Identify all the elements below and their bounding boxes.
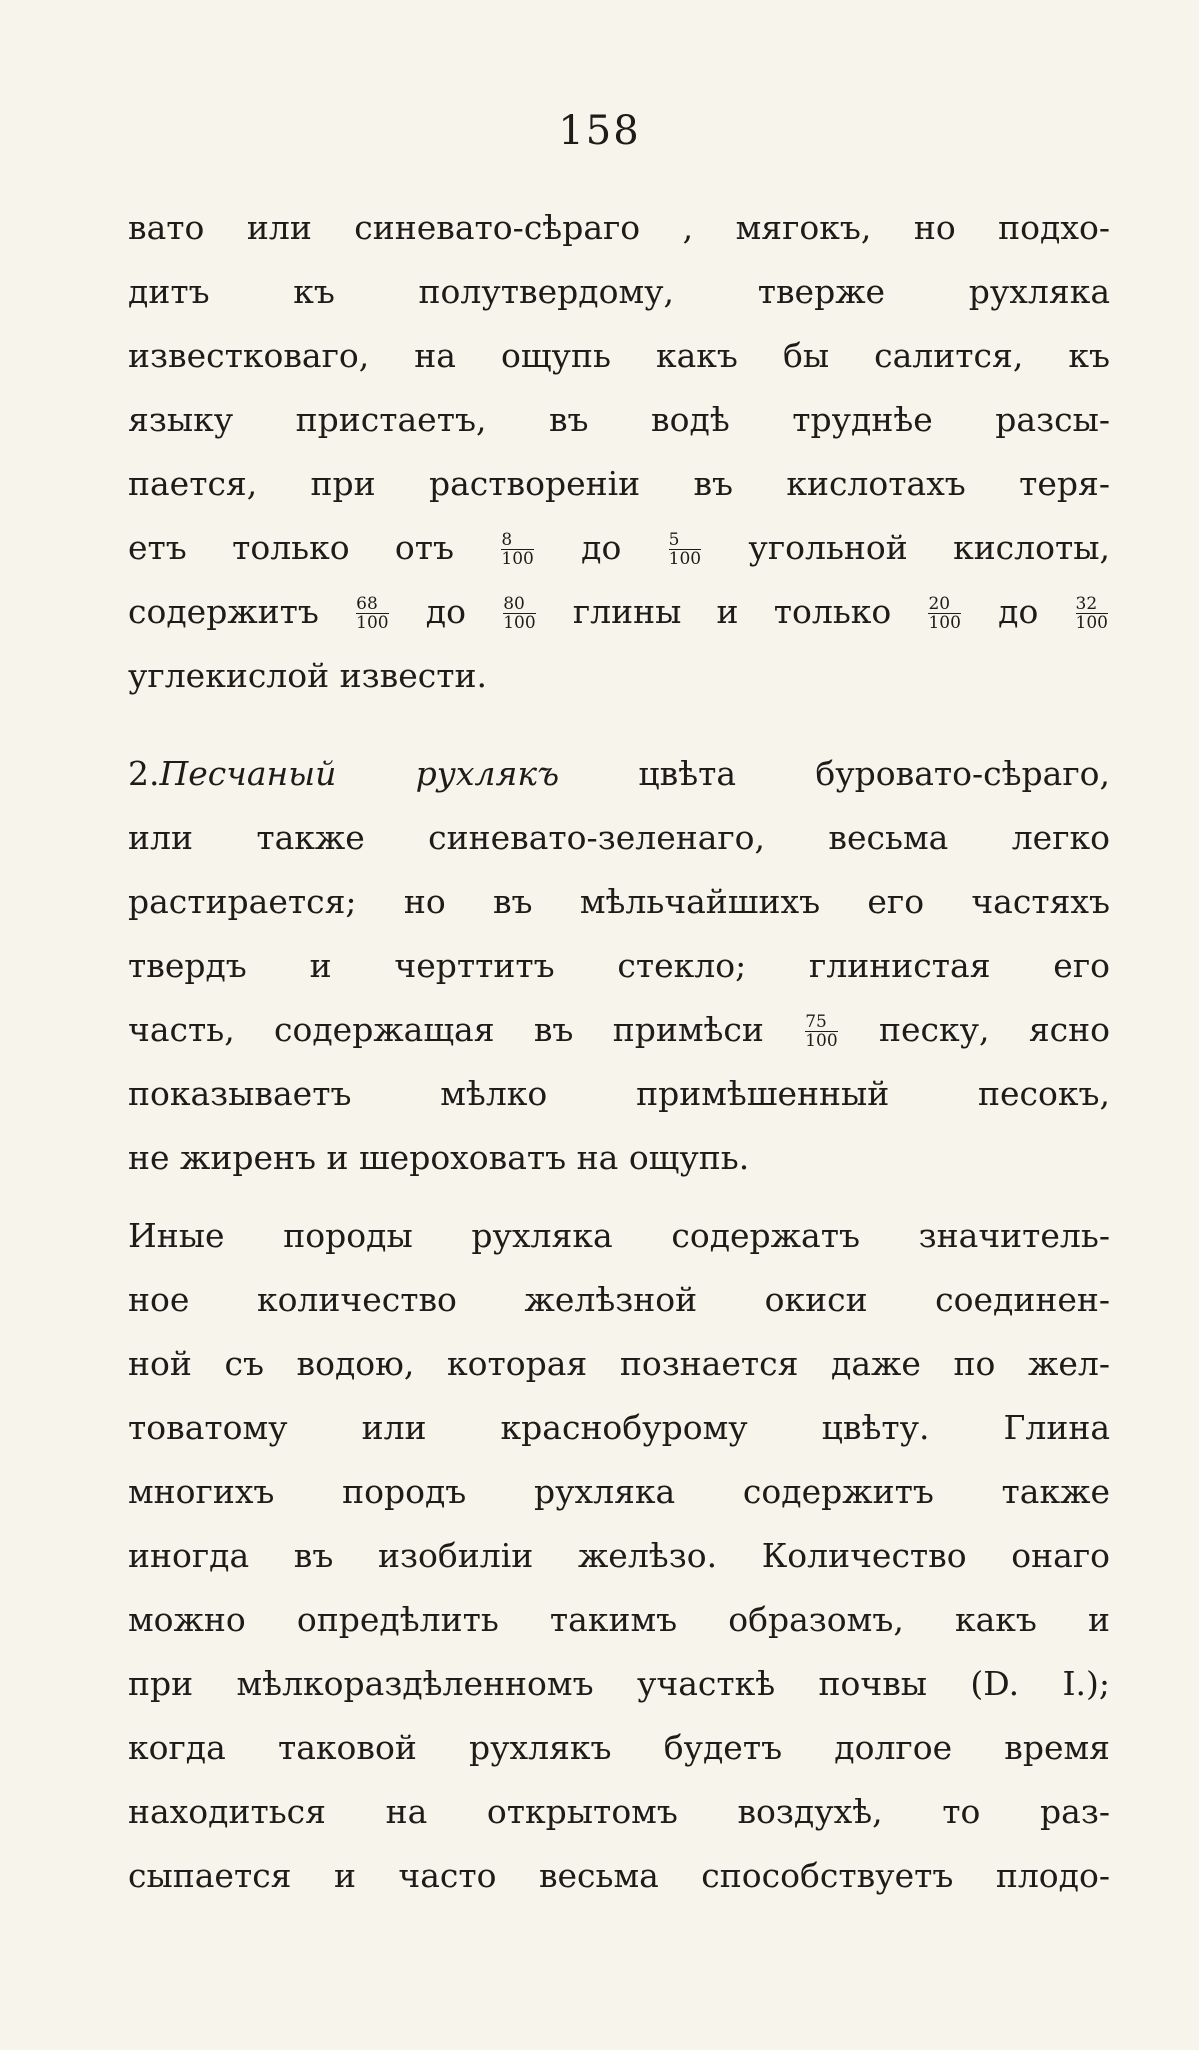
text-segment: угольной кислоты, bbox=[748, 528, 1111, 567]
text-segment: песку, ясно bbox=[878, 1010, 1110, 1049]
text-line: или также синевато-зеленаго, весьма легко bbox=[128, 818, 1110, 857]
text-line: Иные породы рухляка содержатъ значитель- bbox=[128, 1216, 1110, 1255]
text-line: когда таковой рухлякъ будетъ долгое время bbox=[128, 1728, 1110, 1767]
text-line: иногда въ изобилiи желѣзо. Количество онаго bbox=[128, 1536, 1110, 1575]
text-line: находиться на открытомъ воздухѣ, то раз- bbox=[128, 1792, 1110, 1831]
fraction-numerator: 32 bbox=[1075, 594, 1098, 615]
fraction-numerator: 75 bbox=[805, 1012, 827, 1033]
text-line: вато или синевато-сѣраго , мягокъ, но подхо- bbox=[128, 208, 1110, 247]
fraction bbox=[501, 532, 533, 568]
text-line: твердъ и черттитъ стекло; глинистая его bbox=[128, 946, 1110, 985]
fraction-denominator: 100 bbox=[805, 1031, 838, 1052]
text-line bbox=[128, 998, 1110, 1062]
text-line: при мѣлкораздѣленномъ участкѣ почвы (D. I.); bbox=[128, 1664, 1110, 1703]
text-segment: содержитъ bbox=[128, 592, 319, 631]
text-line: ное количество желѣзной окиси соединен- bbox=[128, 1280, 1110, 1319]
fraction bbox=[356, 596, 388, 632]
fraction-denominator: 100 bbox=[928, 613, 961, 634]
text-line: показываетъ мѣлко примѣшенный песокъ, bbox=[128, 1074, 1110, 1113]
text-line: дитъ къ полутвердому, тверже рухляка bbox=[128, 272, 1110, 311]
fraction bbox=[928, 596, 960, 632]
fraction-numerator: 5 bbox=[668, 530, 680, 551]
text-line: углекислой извести. bbox=[128, 656, 487, 695]
fraction-numerator: 20 bbox=[928, 594, 951, 615]
text-segment: до bbox=[425, 592, 466, 631]
fraction-denominator: 100 bbox=[501, 549, 534, 570]
text-line: можно опредѣлить такимъ образомъ, какъ и bbox=[128, 1600, 1110, 1639]
text-line: сыпается и часто весьма способствуетъ плодо- bbox=[128, 1856, 1110, 1895]
text-line: известковаго, на ощупь какъ бы салится, къ bbox=[128, 336, 1110, 375]
fraction bbox=[503, 596, 535, 632]
text-segment: глины и только bbox=[572, 592, 892, 631]
fraction-numerator: 68 bbox=[356, 594, 378, 615]
item-number: 2. bbox=[128, 754, 160, 793]
paragraph-3 bbox=[128, 1204, 1110, 1908]
page-number: 158 bbox=[558, 108, 641, 154]
text-line: растирается; но въ мѣльчайшихъ его частяхъ bbox=[128, 882, 1110, 921]
fraction-denominator: 100 bbox=[668, 549, 702, 570]
fraction-numerator: 8 bbox=[501, 530, 513, 551]
text-line bbox=[128, 742, 1110, 806]
text-line: пается, при растворенiи въ кислотахъ теря- bbox=[128, 464, 1110, 503]
fraction-numerator: 80 bbox=[503, 594, 525, 615]
text-line: многихъ породъ рухляка содержитъ также bbox=[128, 1472, 1110, 1511]
text-segment: цвѣта буровато-сѣраго, bbox=[638, 754, 1110, 793]
text-line: товатому или краснобурому цвѣту. Глина bbox=[128, 1408, 1110, 1447]
text-segment: часть, содержащая въ примѣси bbox=[128, 1010, 764, 1049]
fraction-denominator: 100 bbox=[356, 613, 389, 634]
text-line bbox=[128, 516, 1110, 580]
text-line bbox=[128, 580, 1110, 644]
fraction-denominator: 100 bbox=[1075, 613, 1108, 634]
text-segment: до bbox=[581, 528, 622, 567]
text-line: не жиренъ и шероховатъ на ощупь. bbox=[128, 1138, 750, 1177]
text-segment: до bbox=[998, 592, 1039, 631]
fraction bbox=[669, 532, 701, 568]
fraction bbox=[1076, 596, 1108, 632]
text-line: ной съ водою, которая познается даже по жел- bbox=[128, 1344, 1110, 1383]
paragraph-2 bbox=[128, 742, 1110, 1190]
fraction bbox=[805, 1014, 837, 1050]
section-title: Песчаный рухлякъ bbox=[159, 754, 560, 793]
fraction-denominator: 100 bbox=[503, 613, 536, 634]
paragraph-1 bbox=[128, 196, 1110, 708]
text-line: языку пристаетъ, въ водѣ труднѣе разсы- bbox=[128, 400, 1110, 439]
text-segment: етъ только отъ bbox=[128, 528, 455, 567]
